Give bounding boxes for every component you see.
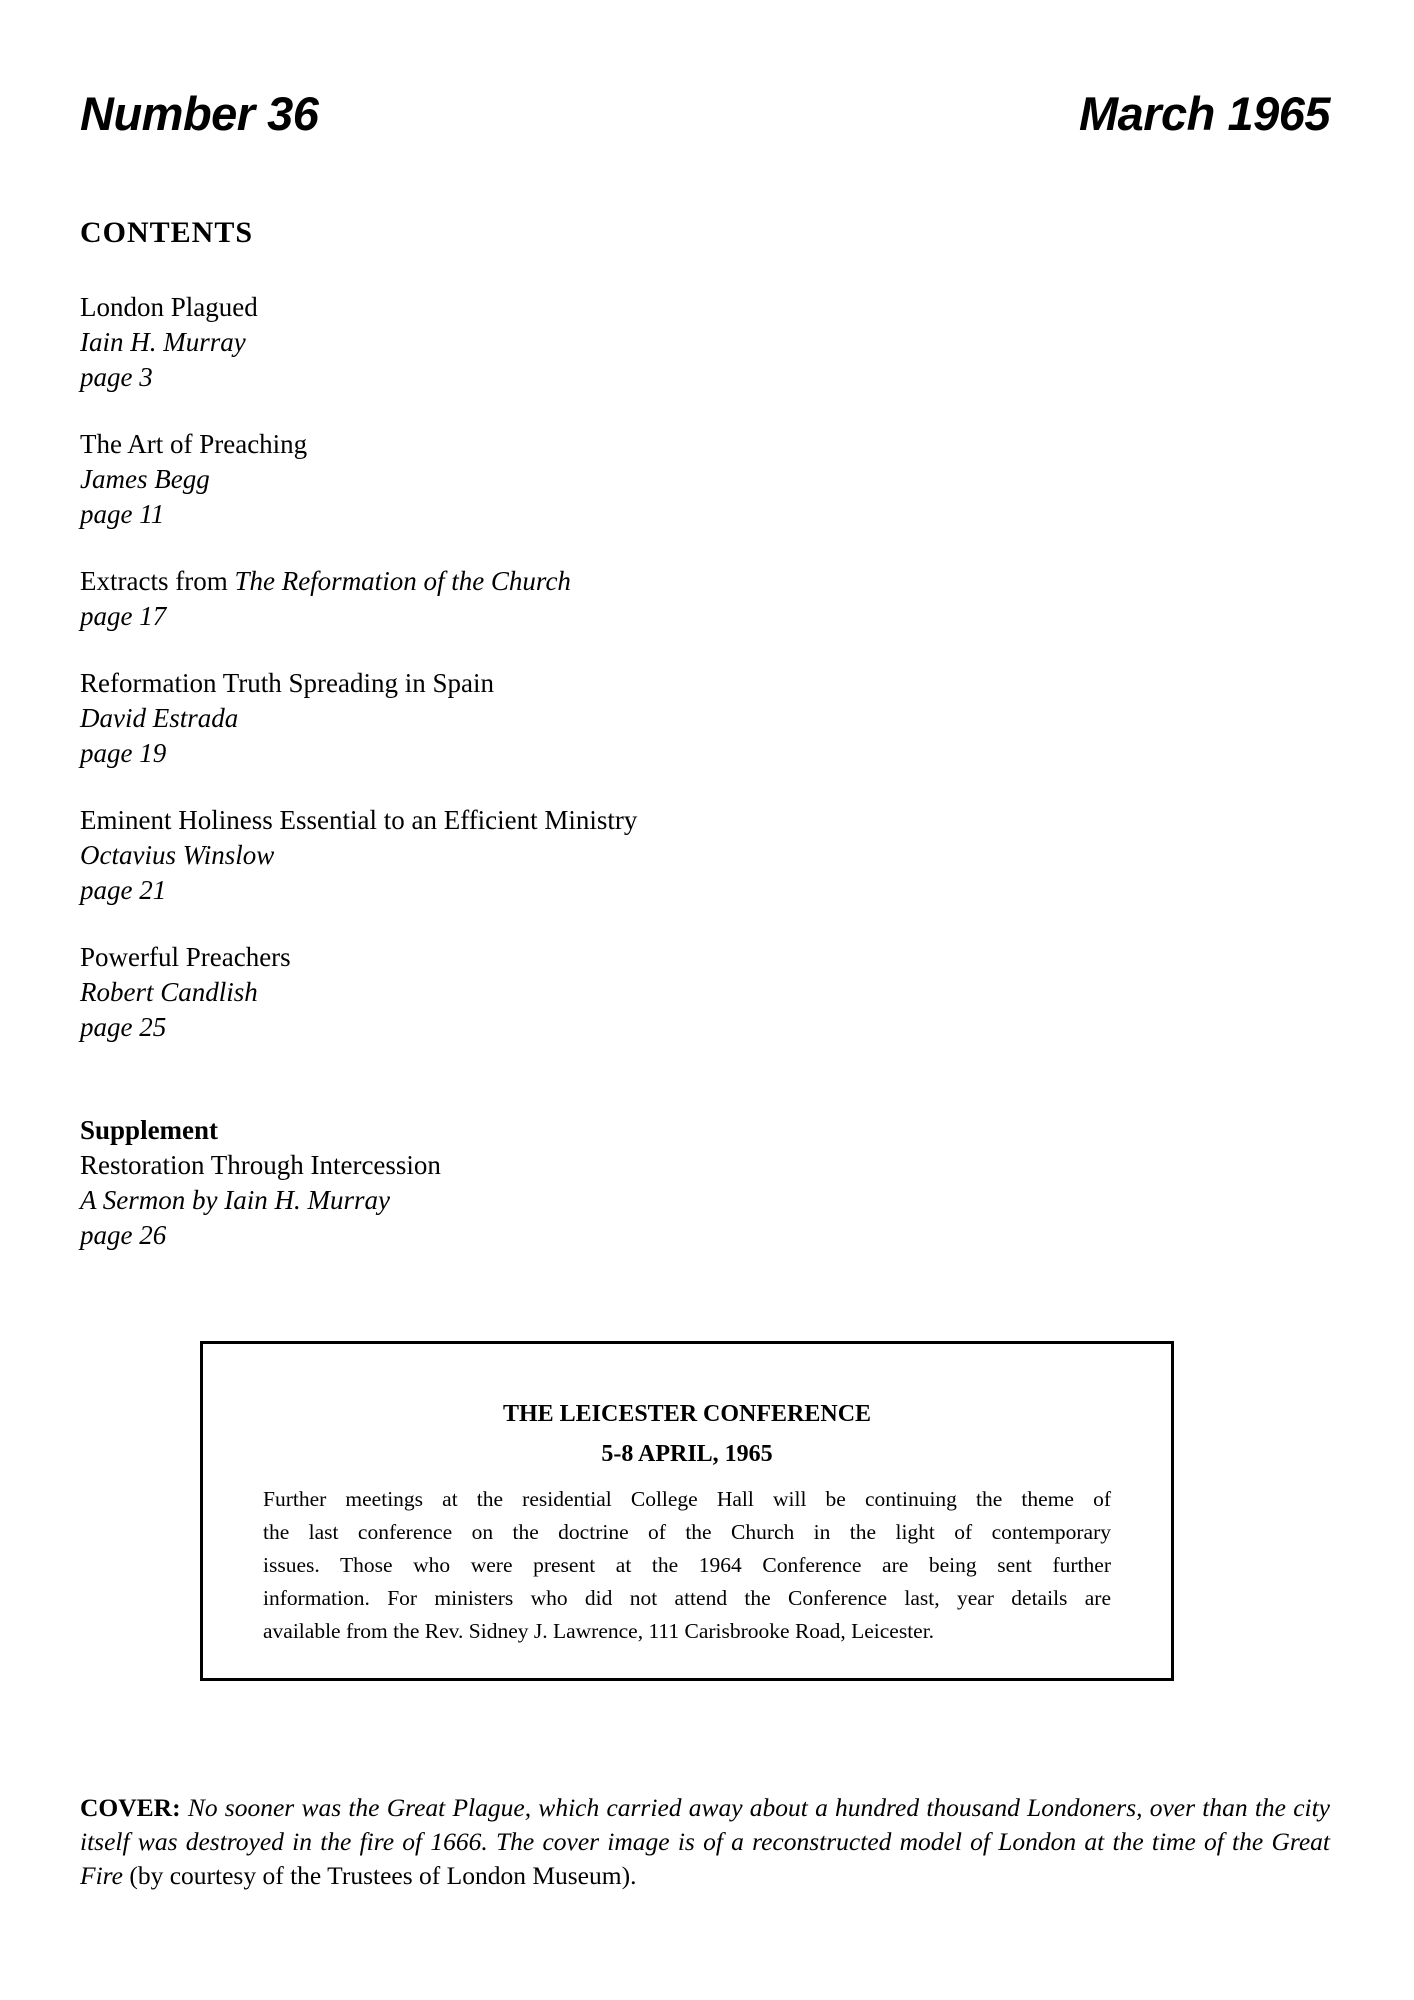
conference-body-line: available from the Rev. Sidney J. Lawrence, 111 Carisbrooke Road, Leicester. (263, 1618, 935, 1643)
entry-title-prefix: Extracts from (80, 565, 235, 596)
conference-body (263, 1483, 1111, 1648)
conference-body-line: the last conference on the doctrine of the Church in the light of contemporary (263, 1519, 1111, 1544)
entry-page: page 11 (80, 498, 165, 529)
entry-title-work: The Reformation of the Church (234, 565, 571, 596)
issue-number: Number 36 (80, 87, 319, 140)
contents-entry (80, 564, 1330, 634)
entry-author: James Begg (80, 463, 210, 494)
entry-page: page 17 (80, 600, 167, 631)
masthead (80, 0, 1330, 140)
contents-list (80, 290, 1330, 1253)
conference-announcement-box (200, 1341, 1174, 1681)
entry-page: page 25 (80, 1011, 167, 1042)
conference-body-line: information. For ministers who did not attend the Conference last, year details are (263, 1585, 1111, 1610)
entry-author: Octavius Winslow (80, 839, 275, 870)
entry-page: page 3 (80, 361, 153, 392)
entry-title: Powerful Preachers (80, 941, 291, 972)
contents-entry (80, 427, 1330, 532)
supplement-title: Restoration Through Intercession (80, 1149, 441, 1180)
entry-title: Eminent Holiness Essential to an Efficient Ministry (80, 804, 638, 835)
issue-date: March 1965 (1078, 87, 1330, 140)
entry-title: Reformation Truth Spreading in Spain (80, 667, 494, 698)
entry-author: David Estrada (80, 702, 239, 733)
entry-page: page 19 (80, 737, 167, 768)
contents-entry (80, 803, 1330, 908)
conference-body-line: Further meetings at the residential College Hall will be continuing the theme of (263, 1486, 1111, 1511)
contents-heading: CONTENTS (80, 215, 254, 249)
conference-dates: 5-8 APRIL, 1965 (601, 1440, 773, 1467)
supplement-page: page 26 (80, 1219, 167, 1250)
cover-label: COVER: (80, 1792, 181, 1822)
entry-page: page 21 (80, 874, 167, 905)
contents-entry (80, 666, 1330, 771)
entry-title: The Art of Preaching (80, 428, 308, 459)
entry-title: London Plagued (80, 291, 258, 322)
contents-entry (80, 290, 1330, 395)
entry-title (80, 564, 1330, 599)
cover-credit: (by courtesy of the Trustees of London Museum). (129, 1860, 637, 1890)
cover-note (80, 1791, 1330, 1893)
conference-title: THE LEICESTER CONFERENCE (502, 1400, 872, 1427)
supplement-byline: A Sermon by Iain H. Murray (80, 1184, 390, 1215)
contents-entry (80, 940, 1330, 1045)
entry-author: Robert Candlish (80, 976, 258, 1007)
cover-description: No sooner was the Great Plague, which carried away about a hundred thousand Londoners, over than the city itself was destroyed in the fire of 1666. The cover image is of a reconstructed model of London at the time of the Great Fire (80, 1792, 1331, 1890)
entry-author: Iain H. Murray (80, 326, 246, 357)
supplement-label: Supplement (80, 1114, 219, 1145)
conference-body-line: issues. Those who were present at the 1964 Conference are being sent further (263, 1552, 1111, 1577)
supplement-section (80, 1113, 1330, 1253)
